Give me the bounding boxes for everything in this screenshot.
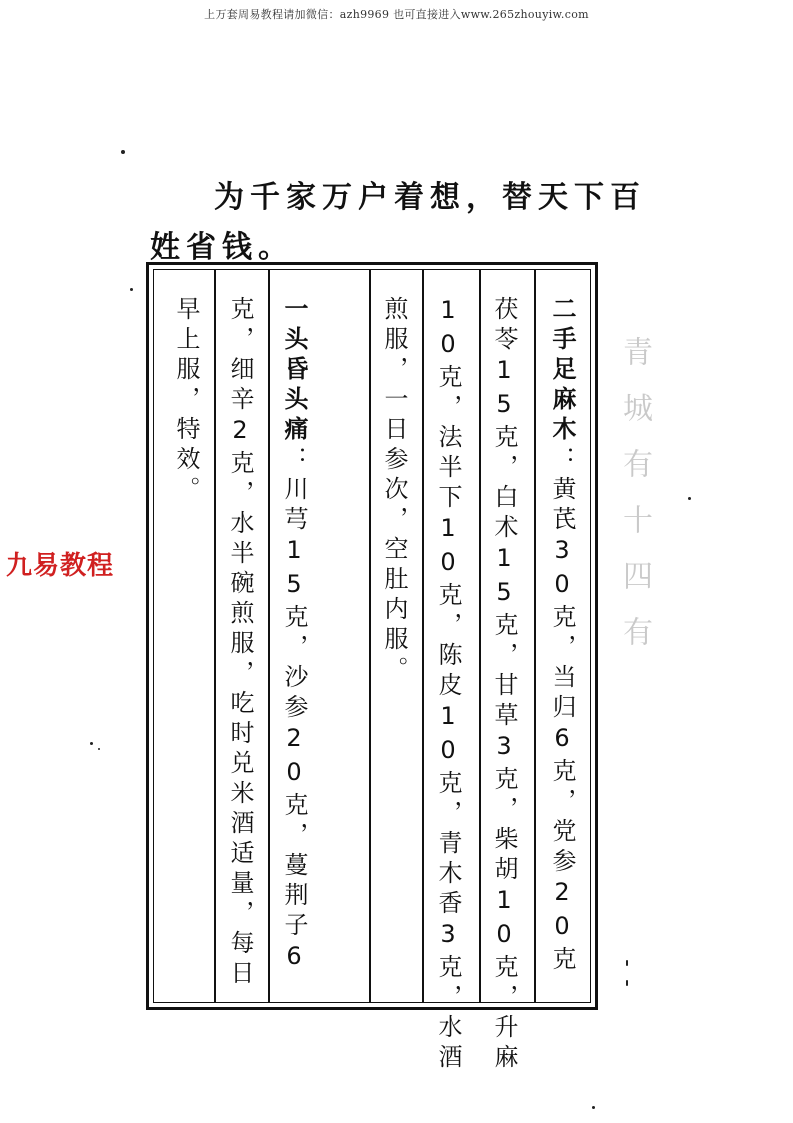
col-remedy-1-heading	[280, 296, 308, 976]
top-banner: 上万套周易教程请加微信：azh9969 也可直接进入www.265zhouyiw.com	[204, 8, 589, 21]
remedy-table-inner	[153, 269, 591, 1074]
column-divider	[369, 270, 371, 1002]
scan-speck	[592, 1106, 595, 1109]
remedy-2-number: 二	[548, 296, 576, 326]
col-remedy-2-heading	[548, 296, 576, 976]
scan-speck	[98, 748, 100, 750]
col-remedy-1-line-3: 早上服，特效。	[172, 296, 200, 506]
remedy-1-number: 一	[280, 296, 308, 326]
bleed-through-text: 青城有十四有	[617, 336, 652, 672]
scan-speck	[626, 960, 628, 966]
col-remedy-2-line-3: 10克，法半下10克，陈皮10克，青木香3克，水酒	[434, 296, 462, 1074]
scan-speck	[688, 497, 691, 500]
col-remedy-2-line-2: 茯苓15克，白术15克，甘草3克，柴胡10克，升麻	[490, 296, 518, 1074]
column-divider	[534, 270, 536, 1002]
scan-speck	[90, 742, 93, 745]
remedy-2-text: ：黄芪30克，当归6克，党参20克	[548, 446, 576, 976]
remedy-1-title: 头昏头痛	[280, 326, 308, 446]
scan-speck	[626, 980, 628, 986]
scan-speck	[130, 288, 133, 291]
remedy-2-title: 手足麻木	[548, 326, 576, 446]
scan-speck	[121, 150, 125, 154]
col-remedy-1-line-2: 克，细辛2克，水半碗煎服，吃时兑米酒适量，每日	[226, 296, 254, 990]
column-divider	[479, 270, 481, 1002]
col-remedy-2-line-4: 煎服，一日参次，空肚内服。	[380, 296, 408, 686]
heading-line-1: 为千家万户着想，替天下百	[214, 180, 646, 215]
watermark-logo: 九易教程	[6, 551, 115, 581]
remedy-table	[146, 262, 598, 1074]
heading-line-2: 姓省钱。	[150, 230, 294, 265]
column-divider	[214, 270, 216, 1002]
column-divider	[422, 270, 424, 1002]
remedy-1-text: ：川芎15克，沙参20克，蔓荆子6	[280, 446, 308, 976]
column-divider	[268, 270, 270, 1002]
